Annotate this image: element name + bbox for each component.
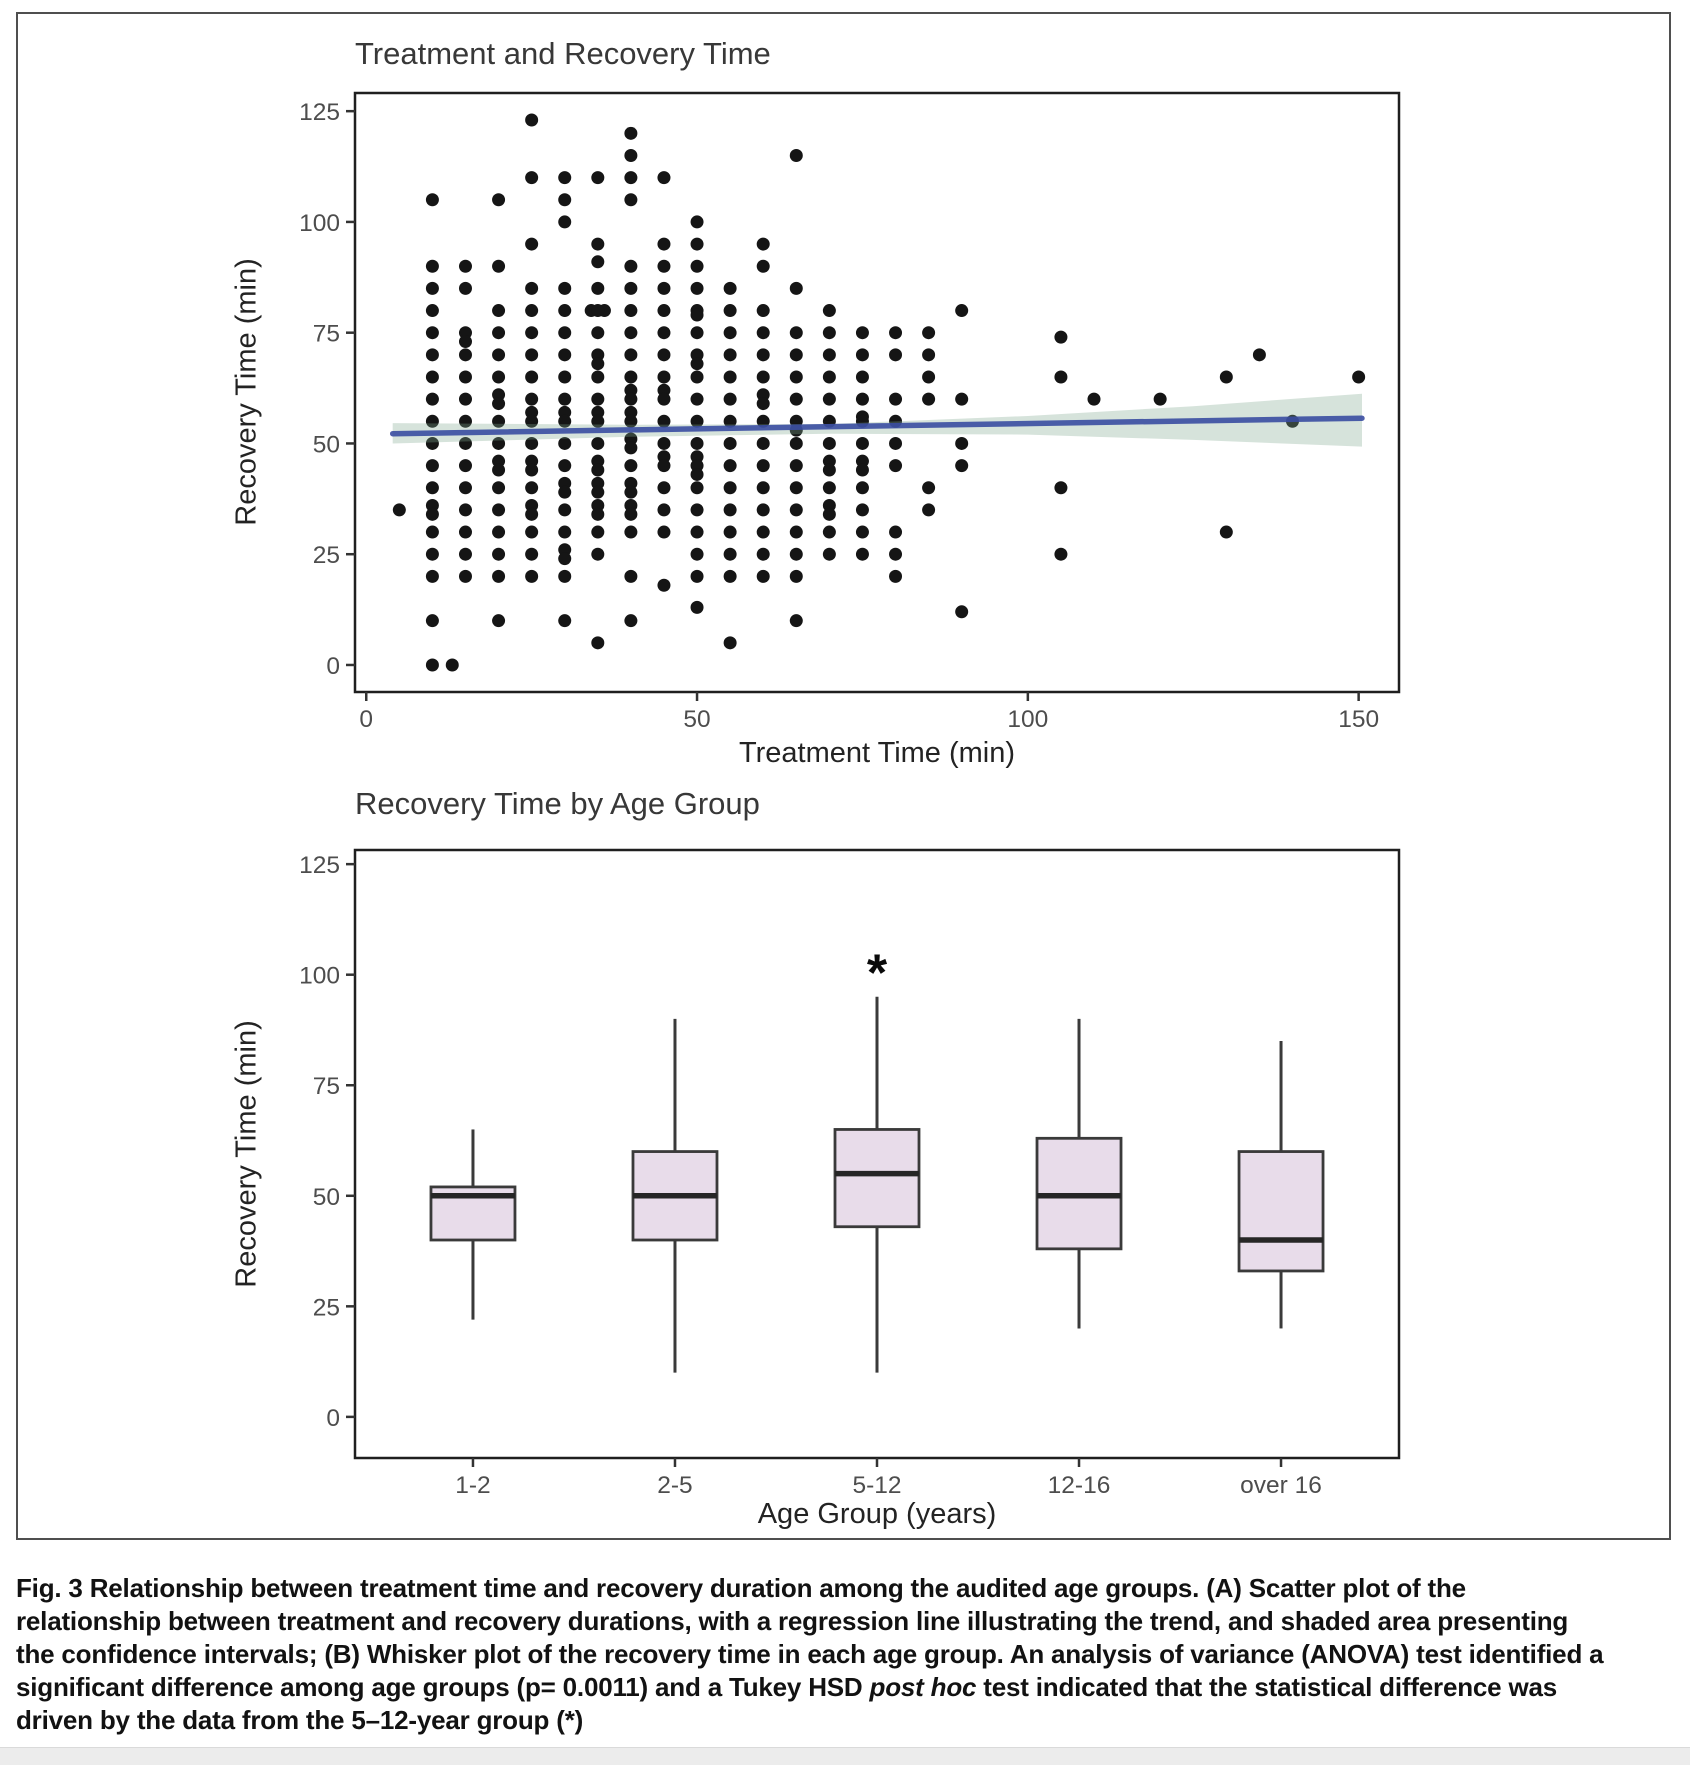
scatter-point — [757, 304, 770, 317]
scatter-point — [657, 579, 670, 592]
scatter-point — [889, 326, 902, 339]
scatter-point — [790, 459, 803, 472]
scatter-point — [426, 548, 439, 561]
scatter-point — [558, 370, 571, 383]
scatter-point — [624, 149, 637, 162]
scatter-point — [724, 370, 737, 383]
scatter-point — [492, 193, 505, 206]
scatter-point — [657, 282, 670, 295]
scatter-point — [691, 437, 704, 450]
scatter-point — [426, 304, 439, 317]
scatter-point — [558, 282, 571, 295]
scatter-point — [856, 326, 869, 339]
scatter-point — [691, 308, 704, 321]
scatter-point — [525, 304, 538, 317]
scatter-point — [624, 570, 637, 583]
scatter-point — [757, 326, 770, 339]
scatter-point — [757, 570, 770, 583]
scatter-point — [426, 526, 439, 539]
scatter-point — [525, 393, 538, 406]
scatter-point — [724, 326, 737, 339]
scatter-point — [922, 503, 935, 516]
scatter-point — [724, 437, 737, 450]
scatter-point — [525, 481, 538, 494]
scatter-point — [492, 304, 505, 317]
scatter-point — [1220, 370, 1233, 383]
scatter-point — [459, 459, 472, 472]
scatter-point — [624, 526, 637, 539]
scatter-point — [790, 149, 803, 162]
scatter-point — [856, 437, 869, 450]
scatter-point — [889, 348, 902, 361]
scatter-point — [724, 348, 737, 361]
scatter-point — [525, 370, 538, 383]
scatter-point — [955, 605, 968, 618]
scatter-point — [426, 459, 439, 472]
caption-line: driven by the data from the 5–12-year group (*) — [16, 1705, 584, 1735]
scatter-point — [525, 348, 538, 361]
scatter-point — [624, 282, 637, 295]
scatter-point — [558, 459, 571, 472]
y-axis-tick-label: 50 — [312, 1183, 340, 1211]
category-label: 5-12 — [852, 1472, 902, 1499]
scatter-point — [823, 464, 836, 477]
box-y-axis-title: Recovery Time (min) — [230, 1020, 263, 1288]
scatter-point — [1154, 393, 1167, 406]
scatter-point — [691, 282, 704, 295]
scatter-point — [558, 171, 571, 184]
scatter-point — [757, 397, 770, 410]
scatter-point — [790, 282, 803, 295]
scatter-point — [657, 238, 670, 251]
scatter-point — [525, 508, 538, 521]
bottom-strip — [0, 1747, 1690, 1765]
scatter-point — [889, 548, 902, 561]
scatter-point — [657, 348, 670, 361]
scatter-point — [525, 548, 538, 561]
scatter-point — [591, 464, 604, 477]
scatter-x-axis-title: Treatment Time (min) — [738, 737, 1016, 769]
x-axis-tick-label: 50 — [683, 706, 711, 733]
scatter-point — [459, 393, 472, 406]
scatter-point — [591, 508, 604, 521]
scatter-point — [492, 526, 505, 539]
scatter-point — [591, 548, 604, 561]
scatter-point — [624, 304, 637, 317]
scatter-point — [459, 348, 472, 361]
scatter-point — [426, 326, 439, 339]
scatter-point — [558, 526, 571, 539]
scatter-point — [790, 393, 803, 406]
scatter-point — [922, 326, 935, 339]
scatter-point — [459, 260, 472, 273]
scatter-point — [691, 393, 704, 406]
scatter-point — [426, 481, 439, 494]
scatter-point — [426, 370, 439, 383]
scatter-point — [823, 304, 836, 317]
scatter-point — [558, 614, 571, 627]
scatter-point — [691, 260, 704, 273]
scatter-point — [757, 348, 770, 361]
scatter-point — [1054, 481, 1067, 494]
scatter-point — [591, 255, 604, 268]
scatter-point — [657, 260, 670, 273]
box-x-axis-title: Age Group (years) — [757, 1498, 997, 1530]
scatter-point — [724, 393, 737, 406]
scatter-point — [558, 552, 571, 565]
scatter-point — [492, 548, 505, 561]
scatter-point — [790, 481, 803, 494]
x-axis-tick-label: 100 — [1007, 706, 1049, 733]
y-axis-tick-label: 25 — [312, 542, 340, 570]
x-axis-tick-label: 150 — [1338, 706, 1380, 733]
scatter-point — [724, 304, 737, 317]
scatter-point — [856, 548, 869, 561]
scatter-point — [1253, 348, 1266, 361]
scatter-point — [426, 658, 439, 671]
scatter-point — [790, 370, 803, 383]
scatter-point — [955, 304, 968, 317]
scatter-point — [426, 193, 439, 206]
y-axis-tick-label: 100 — [299, 209, 340, 237]
scatter-point — [492, 397, 505, 410]
scatter-point — [492, 464, 505, 477]
scatter-point — [558, 437, 571, 450]
scatter-point — [426, 614, 439, 627]
scatter-point — [624, 614, 637, 627]
scatter-point — [525, 526, 538, 539]
scatter-point — [624, 193, 637, 206]
scatter-point — [624, 441, 637, 454]
scatter-point — [525, 282, 538, 295]
scatter-point — [889, 437, 902, 450]
scatter-point — [790, 348, 803, 361]
scatter-point — [823, 481, 836, 494]
scatter-point — [724, 481, 737, 494]
scatter-point — [492, 326, 505, 339]
scatter-point — [757, 481, 770, 494]
scatter-point — [757, 437, 770, 450]
scatter-point — [856, 370, 869, 383]
category-label: 2-5 — [657, 1472, 693, 1499]
scatter-point — [492, 503, 505, 516]
scatter-point — [1220, 526, 1233, 539]
scatter-point — [657, 503, 670, 516]
scatter-point — [657, 437, 670, 450]
scatter-plot-title: Treatment and Recovery Time — [355, 36, 771, 71]
scatter-point — [790, 437, 803, 450]
scatter-point — [492, 570, 505, 583]
scatter-point — [446, 658, 459, 671]
scatter-point — [558, 215, 571, 228]
scatter-point — [558, 393, 571, 406]
scatter-point — [757, 548, 770, 561]
scatter-point — [724, 503, 737, 516]
scatter-point — [624, 486, 637, 499]
scatter-point — [558, 486, 571, 499]
scatter-point — [691, 481, 704, 494]
box — [1239, 1152, 1323, 1271]
scatter-point — [691, 503, 704, 516]
scatter-point — [525, 114, 538, 127]
y-axis-tick-label: 0 — [326, 652, 340, 680]
scatter-point — [591, 526, 604, 539]
box — [835, 1129, 919, 1226]
category-label: over 16 — [1240, 1472, 1322, 1499]
scatter-point — [558, 570, 571, 583]
scatter-point — [624, 260, 637, 273]
scatter-point — [657, 393, 670, 406]
scatter-point — [889, 393, 902, 406]
scatter-point — [492, 481, 505, 494]
scatter-point — [624, 348, 637, 361]
scatter-point — [691, 357, 704, 370]
caption-line: significant difference among age groups (p= 0.0011) and a Tukey HSD post hoc test indicated that the statistical difference was — [16, 1672, 1558, 1702]
scatter-point — [724, 548, 737, 561]
scatter-point — [724, 570, 737, 583]
scatter-point — [558, 503, 571, 516]
scatter-point — [790, 570, 803, 583]
scatter-point — [790, 326, 803, 339]
scatter-point — [823, 508, 836, 521]
scatter-point — [823, 393, 836, 406]
scatter-point — [492, 260, 505, 273]
scatter-point — [459, 526, 472, 539]
scatter-point — [691, 326, 704, 339]
scatter-point — [657, 481, 670, 494]
scatter-point — [922, 370, 935, 383]
scatter-point — [591, 437, 604, 450]
scatter-point — [691, 370, 704, 383]
scatter-point — [459, 481, 472, 494]
scatter-point — [426, 393, 439, 406]
scatter-point — [856, 464, 869, 477]
scatter-point — [459, 370, 472, 383]
category-label: 12-16 — [1047, 1472, 1111, 1499]
scatter-point — [856, 526, 869, 539]
scatter-point — [624, 127, 637, 140]
scatter-point — [691, 526, 704, 539]
caption-line: the confidence intervals; (B) Whisker plot of the recovery time in each age group. An analysis of variance (ANOVA) test identified a — [16, 1639, 1604, 1669]
y-axis-tick-label: 50 — [312, 431, 340, 459]
scatter-point — [889, 526, 902, 539]
scatter-point — [790, 526, 803, 539]
category-label: 1-2 — [455, 1472, 491, 1499]
y-axis-tick-label: 125 — [299, 99, 340, 127]
x-axis-tick-label: 0 — [359, 706, 374, 733]
y-axis-tick-label: 0 — [326, 1404, 340, 1432]
scatter-point — [856, 393, 869, 406]
scatter-point — [393, 503, 406, 516]
scatter-point — [691, 215, 704, 228]
scatter-point — [525, 464, 538, 477]
scatter-point — [624, 459, 637, 472]
y-axis-tick-label: 75 — [312, 1073, 340, 1101]
scatter-point — [492, 370, 505, 383]
scatter-point — [757, 370, 770, 383]
significance-star: * — [866, 944, 888, 1003]
scatter-point — [459, 503, 472, 516]
scatter-point — [426, 282, 439, 295]
scatter-point — [1054, 548, 1067, 561]
scatter-point — [591, 171, 604, 184]
caption-line: Fig. 3 Relationship between treatment time and recovery duration among the audited age groups. (A) Scatter plot of the — [16, 1573, 1466, 1603]
scatter-point — [657, 459, 670, 472]
scatter-point — [856, 481, 869, 494]
scatter-point — [922, 481, 935, 494]
scatter-point — [1352, 370, 1365, 383]
scatter-point — [591, 238, 604, 251]
scatter-point — [757, 503, 770, 516]
scatter-panel-border — [355, 93, 1399, 692]
scatter-point — [525, 570, 538, 583]
scatter-point — [525, 238, 538, 251]
scatter-y-axis-title: Recovery Time (min) — [230, 258, 263, 526]
scatter-point — [558, 326, 571, 339]
box-plot-title: Recovery Time by Age Group — [355, 786, 760, 821]
scatter-point — [492, 348, 505, 361]
scatter-point — [724, 282, 737, 295]
scatter-point — [624, 393, 637, 406]
scatter-point — [757, 238, 770, 251]
scatter-point — [1054, 370, 1067, 383]
scatter-point — [823, 437, 836, 450]
scatter-point — [724, 636, 737, 649]
scatter-point — [1088, 393, 1101, 406]
scatter-point — [591, 304, 604, 317]
caption-line: relationship between treatment and recovery durations, with a regression line illustrating the trend, and shaded area presenting — [16, 1606, 1569, 1636]
scatter-point — [624, 171, 637, 184]
scatter-point — [955, 393, 968, 406]
scatter-point — [823, 526, 836, 539]
scatter-point — [823, 326, 836, 339]
scatter-point — [955, 437, 968, 450]
scatter-point — [889, 459, 902, 472]
scatter-point — [459, 570, 472, 583]
scatter-point — [657, 326, 670, 339]
scatter-point — [426, 260, 439, 273]
scatter-point — [426, 508, 439, 521]
scatter-point — [823, 370, 836, 383]
scatter-point — [558, 348, 571, 361]
scatter-point — [922, 393, 935, 406]
scatter-point — [691, 548, 704, 561]
y-axis-tick-label: 100 — [299, 962, 340, 990]
scatter-point — [790, 503, 803, 516]
scatter-point — [790, 548, 803, 561]
scatter-point — [591, 393, 604, 406]
scatter-point — [591, 370, 604, 383]
scatter-point — [955, 459, 968, 472]
scatter-point — [591, 282, 604, 295]
scatter-point — [724, 526, 737, 539]
scatter-point — [558, 304, 571, 317]
scatter-point — [591, 486, 604, 499]
scatter-point — [624, 370, 637, 383]
scatter-point — [691, 468, 704, 481]
scatter-point — [558, 193, 571, 206]
scatter-point — [492, 614, 505, 627]
scatter-point — [691, 238, 704, 251]
y-axis-tick-label: 25 — [312, 1294, 340, 1322]
scatter-point — [823, 348, 836, 361]
scatter-point — [426, 348, 439, 361]
scatter-point — [1054, 331, 1067, 344]
scatter-point — [624, 326, 637, 339]
scatter-point — [525, 171, 538, 184]
scatter-point — [922, 348, 935, 361]
scatter-point — [657, 526, 670, 539]
scatter-point — [525, 326, 538, 339]
scatter-point — [591, 326, 604, 339]
scatter-point — [757, 526, 770, 539]
scatter-point — [459, 282, 472, 295]
scatter-point — [657, 304, 670, 317]
y-axis-tick-label: 125 — [299, 852, 340, 880]
scatter-point — [624, 508, 637, 521]
scatter-point — [790, 614, 803, 627]
y-axis-tick-label: 75 — [312, 320, 340, 348]
scatter-point — [459, 335, 472, 348]
scatter-point — [691, 601, 704, 614]
scatter-point — [889, 570, 902, 583]
scatter-point — [724, 459, 737, 472]
scatter-point — [426, 570, 439, 583]
figure-caption — [16, 1572, 1676, 1737]
scatter-point — [823, 548, 836, 561]
scatter-point — [856, 503, 869, 516]
scatter-point — [757, 260, 770, 273]
scatter-point — [591, 636, 604, 649]
scatter-point — [657, 171, 670, 184]
scatter-point — [657, 370, 670, 383]
scatter-point — [757, 459, 770, 472]
scatter-point — [459, 548, 472, 561]
scatter-point — [856, 348, 869, 361]
scatter-point — [691, 570, 704, 583]
scatter-point — [591, 357, 604, 370]
